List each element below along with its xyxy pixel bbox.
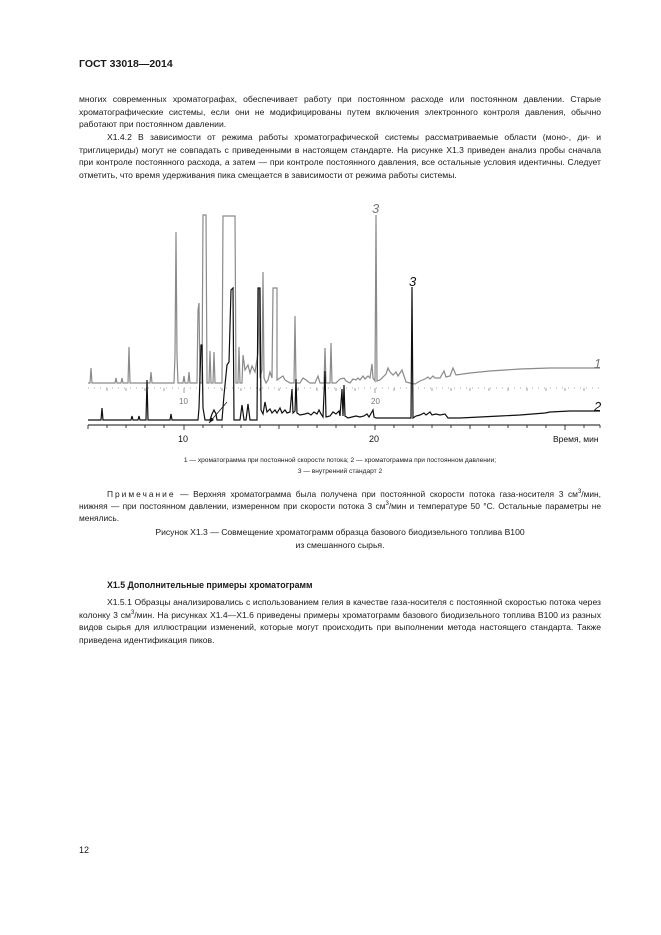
page-number: 12 bbox=[79, 845, 90, 855]
paragraph-intro: многих современных хроматографах, обеспечивает работу при постоянном расходе или постоянном давлении. Старые хроматографические системы, если они не модифицированы путем включения электронного контроля давления, обычно работают при постоянном давлении. bbox=[79, 94, 601, 130]
x-axis-label: Время, мин bbox=[553, 434, 599, 444]
paragraph-x1-4-2: X1.4.2 В зависимости от режима работы хроматографической системы рассматриваемые области (моно-, ди- и триглицериды) могут не совпадать с приведенными в настоящем стандарте. На рисунке X1.3 приведен анализ пробы сначала при контроле постоянного расхода, а затем — при контроле постоянного давления, все остальные условия идентичны. Следует отметить, что время удерживания пика смещается в зависимости от режима работы системы. bbox=[79, 132, 601, 180]
legend-line-1: 1 — хроматограмма при постоянной скорости потока; 2 — хроматограмма при постоянном давлении; bbox=[183, 457, 497, 464]
series-2-label: 2 bbox=[594, 399, 602, 414]
document-header: ГОСТ 33018—2014 bbox=[79, 58, 173, 70]
series-2-trace bbox=[88, 287, 600, 420]
chromatogram-chart bbox=[80, 195, 620, 450]
caption-line-2: из смешанного сырья. bbox=[295, 539, 385, 550]
internal-standard-label-upper: 3 bbox=[372, 201, 380, 216]
note-label: Примечание bbox=[107, 489, 176, 499]
figure-legend bbox=[79, 455, 601, 477]
series-1-inner-ticks bbox=[107, 388, 584, 393]
caption-line-1: Рисунок X1.3 — Совмещение хроматограмм образца базового биодизельного топлива B100 bbox=[155, 527, 525, 537]
series-1-trace bbox=[88, 215, 600, 384]
series-1-label: 1 bbox=[594, 356, 602, 371]
figure-caption bbox=[79, 526, 601, 551]
x-axis-ticks bbox=[88, 425, 600, 430]
x-tick-label-20: 20 bbox=[369, 434, 380, 444]
internal-standard-label-lower: 3 bbox=[409, 274, 417, 289]
section-heading: X1.5 Дополнительные примеры хроматограмм bbox=[107, 580, 313, 590]
legend-line-2: 3 — внутренний стандарт 2 bbox=[297, 468, 383, 475]
figure-note: Примечание — Верхняя хроматограмма была получена при постоянной скорости потока газа-носителя 3 $см^3$/мин, нижняя — при постоянном давлении, измеренном при скорости потока 3 $см^3$/мин и температуре 50 °С. Остальные параметры не менялись. bbox=[79, 489, 601, 523]
series-1-tick-10: 10 bbox=[179, 397, 188, 406]
x-tick-label-10: 10 bbox=[178, 434, 189, 444]
series-1-tick-20: 20 bbox=[371, 397, 380, 406]
paragraph-x1-5-1: X1.5.1 Образцы анализировались с использованием гелия в качестве газа-носителя с постоянной скоростью потока через колонку 3 $см^3$/мин. На рисунках X1.4—X1.6 приведены примеры хроматограмм базового биодизельного топлива B100 из разных видов сырья для иллюстрации изменений, которые могут происходить при выполнении метода настоящего стандарта. Также приведена идентификация пиков. bbox=[79, 597, 601, 645]
